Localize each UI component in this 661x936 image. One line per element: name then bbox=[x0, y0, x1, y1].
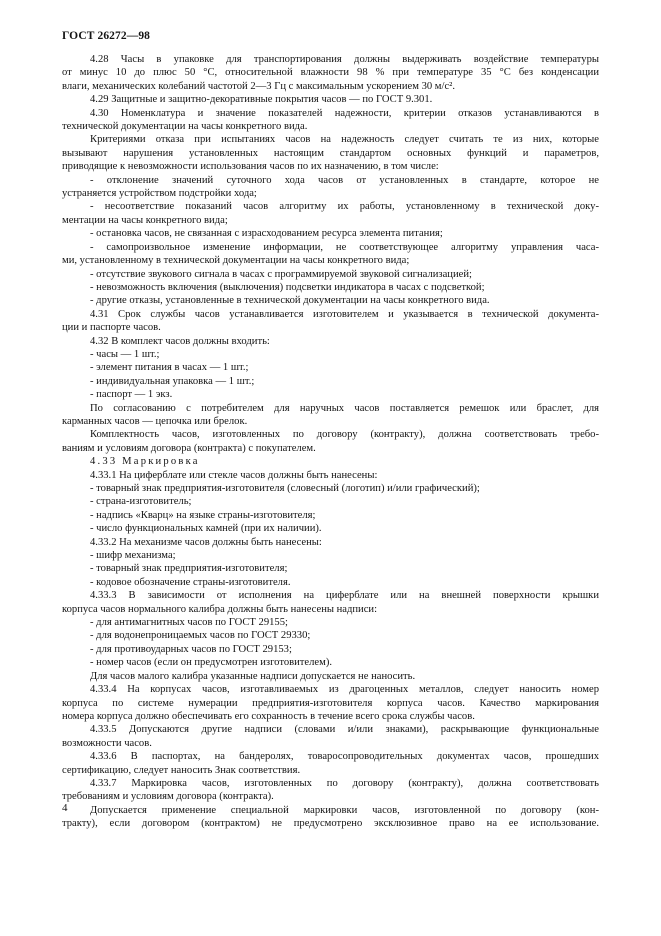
text-line: По согласованию с потребителем для наручных часов поставляется ремешок или браслет, для bbox=[90, 402, 599, 414]
text-line: 4.30 Номенклатура и значение показателей надежности, критерии отказов устанавливаются в bbox=[90, 107, 599, 119]
text-line: 4.33.7 Маркировка часов, изготовленных по договору (контракту), должна соответствовать bbox=[90, 777, 599, 789]
text-line: номера корпуса должно обеспечивать его сохранность в течение всего срока службы часов. bbox=[62, 710, 475, 722]
text-line: 4.28 Часы в упаковке для транспортирования должны выдерживать воздействие температуры bbox=[90, 54, 599, 65]
text-line: 4.33 Маркировка bbox=[90, 456, 200, 468]
text-line: - другие отказы, установленные в технической документации на часы конкретного вида. bbox=[90, 295, 490, 307]
text-line: - часы — 1 шт.; bbox=[90, 348, 160, 360]
text-line: возможности часов. bbox=[62, 737, 152, 749]
text-line: - для противоударных часов по ГОСТ 29153; bbox=[90, 643, 292, 655]
text-line: ваниям и условиям договора (контракта) с покупателем. bbox=[62, 442, 316, 454]
text-line: влаги, механических колебаний частотой 2—3 Гц с максимальным ускорением 30 м/с². bbox=[62, 80, 455, 92]
text-line: ции и паспорте часов. bbox=[62, 322, 161, 334]
text-line: 4.31 Срок службы часов устанавливается изготовителем и указывается в технической документа- bbox=[90, 308, 599, 320]
text-line: Для часов малого калибра указанные надписи допускается не наносить. bbox=[90, 670, 416, 682]
text-line: ми, установленному в технической документации на часы конкретного вида; bbox=[62, 255, 410, 267]
text-line: 4.29 Защитные и защитно-декоративные покрытия часов — по ГОСТ 9.301. bbox=[90, 94, 433, 106]
text-line: - самопроизвольное изменение информации, не соответствующее алгоритму управления часа- bbox=[90, 241, 599, 253]
text-line: - кодовое обозначение страны-изготовителя. bbox=[90, 576, 291, 588]
text-line: 4.33.6 В паспортах, на бандеролях, товаросопроводительных документах часов, прошедших bbox=[90, 751, 599, 763]
text-line: - остановка часов, не связанная с израсходованием ресурса элемента питания; bbox=[90, 228, 443, 240]
text-line: - товарный знак предприятия-изготовителя; bbox=[90, 563, 288, 575]
text-line: - для антимагнитных часов по ГОСТ 29155; bbox=[90, 617, 288, 629]
text-line: тракту), если договором (контрактом) не предусмотрено эксклюзивное право на ее использование. bbox=[62, 818, 599, 830]
text-line: - товарный знак предприятия-изготовителя (словесный (логотип) и/или графический); bbox=[90, 483, 480, 494]
text-line: Критериями отказа при испытаниях часов на надежность следует считать те из них, которые bbox=[90, 134, 599, 146]
text-line: 4.33.1 На циферблате или стекле часов должны быть нанесены: bbox=[90, 469, 378, 481]
text-line: 4.32 В комплект часов должны входить: bbox=[90, 335, 270, 347]
text-line: - индивидуальная упаковка — 1 шт.; bbox=[90, 375, 255, 387]
text-line: Комплектность часов, изготовленных по договору (контракту), должна соответствовать требо- bbox=[90, 429, 599, 441]
page-header-title: ГОСТ 26272—98 bbox=[62, 30, 151, 42]
text-line: 4.33.3 В зависимости от исполнения на циферблате или на внешней поверхности крышки bbox=[90, 590, 599, 602]
text-line: - отклонение значений суточного хода часов от установленных в стандарте, которое не bbox=[90, 174, 599, 186]
text-line: сертификацию, следует наносить Знак соответствия. bbox=[62, 764, 301, 776]
text-line: от минус 10 до плюс 50 °С, относительной влажности 98 % при температуре 35 °С без конденсации bbox=[62, 67, 599, 79]
text-line: - надпись «Кварц» на языке страны-изготовителя; bbox=[90, 509, 316, 521]
text-line: карманных часов — цепочка или брелок. bbox=[62, 415, 248, 427]
text-line: - шифр механизма; bbox=[90, 550, 176, 562]
body-text bbox=[62, 53, 599, 831]
text-line: - элемент питания в часах — 1 шт.; bbox=[90, 362, 249, 374]
page-number: 4 bbox=[62, 802, 68, 814]
text-line: - номер часов (если он предусмотрен изготовителем). bbox=[90, 657, 332, 669]
text-line: - отсутствие звукового сигнала в часах с программируемой звуковой сигнализацией; bbox=[90, 268, 472, 280]
text-line: 4.33.5 Допускаются другие надписи (словами и/или знаками), раскрывающие функциональные bbox=[90, 724, 599, 736]
text-line: - невозможность включения (выключения) подсветки индикатора в часах с подсветкой; bbox=[90, 281, 485, 293]
text-line: - страна-изготовитель; bbox=[90, 496, 192, 508]
text-line: - несоответствие показаний часов алгоритму их работы, установленному в технической доку- bbox=[90, 201, 599, 213]
text-line: ментации на часы конкретного вида; bbox=[62, 214, 228, 226]
text-line: - паспорт — 1 экз. bbox=[90, 389, 173, 401]
text-line: - число функциональных камней (при их наличии). bbox=[90, 523, 322, 535]
text-line: устраняется устройством подстройки хода; bbox=[62, 188, 257, 200]
text-line: вызывают нарушения установленных настоящим стандартом основных функций и параметров, bbox=[62, 147, 599, 159]
text-line: Допускается применение специальной маркировки часов, изготовленной по договору (кон- bbox=[90, 804, 599, 816]
text-line: технической документации на часы конкретного вида. bbox=[62, 121, 308, 133]
text-line: корпуса часов нормального калибра должны быть нанесены надписи: bbox=[62, 603, 378, 615]
text-line: 4.33.2 На механизме часов должны быть нанесены: bbox=[90, 536, 322, 548]
text-line: приводящие к невозможности использования часов по их назначению, в том числе: bbox=[62, 161, 439, 173]
text-line: - для водонепроницаемых часов по ГОСТ 29330; bbox=[90, 630, 311, 642]
text-line: требованиям и условиям договора (контракта). bbox=[62, 791, 274, 803]
text-line: корпуса по системе нумерации предприятия-изготовителя корпуса часов. Качество маркирования bbox=[62, 697, 599, 709]
text-line: 4.33.4 На корпусах часов, изготавливаемых из драгоценных металлов, следует наносить номер bbox=[90, 684, 599, 696]
